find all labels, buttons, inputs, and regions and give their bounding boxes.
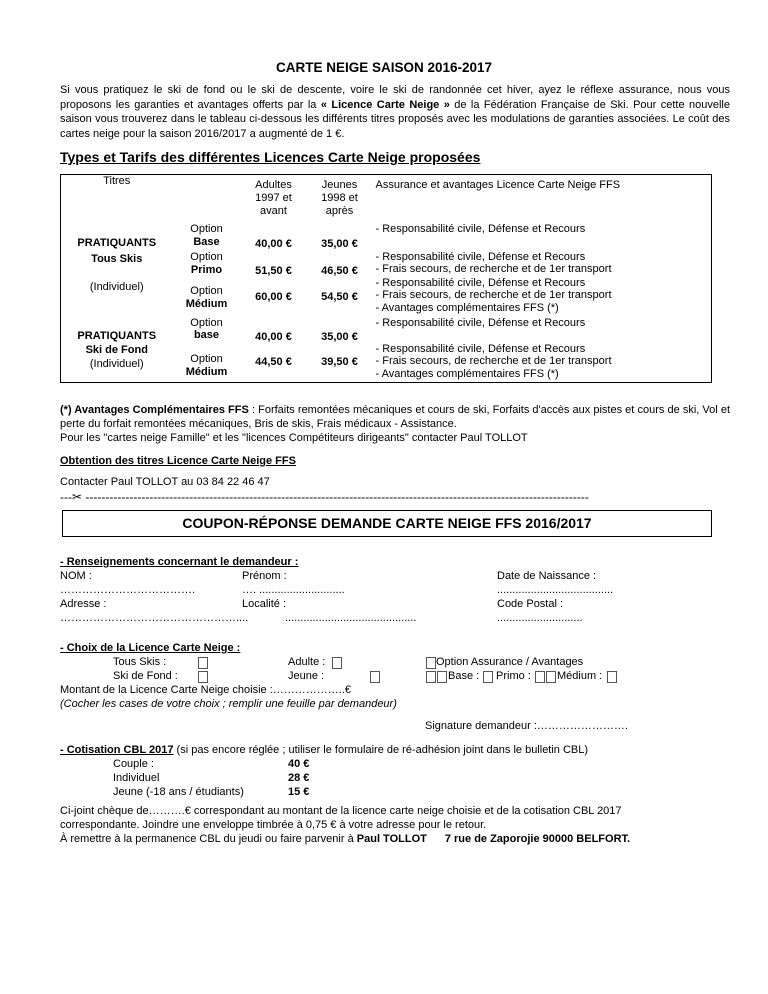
- price-adult: 40,00 €: [255, 330, 292, 343]
- note-text: : Forfaits remontées mécaniques et cours de ski, Forfaits d'accès aux pistes et cours de ski, Vol et perte du forfait remontées mécaniques, Bris de skis, Frais médicaux - Assistance.: [60, 404, 730, 430]
- benefits-cell: [373, 277, 712, 317]
- renseignements-heading: - Renseignements concernant le demandeur :: [60, 556, 299, 568]
- table-row: [61, 223, 712, 251]
- option-label: Option: [190, 284, 223, 297]
- footer-line1: Ci-joint chèque de……….€ correspondant au montant de la licence carte neige choisie et de la cotisation CBL 2017: [60, 805, 622, 817]
- footer-name: Paul TOLLOT: [356, 833, 427, 845]
- row-option: [173, 343, 241, 383]
- note-paragraph: [60, 403, 730, 445]
- header-jeunes: [307, 175, 373, 223]
- group-ski-fond-1: PRATIQUANTS: [77, 329, 157, 342]
- benefit-line: - Responsabilité civile, Défense et Recours: [375, 342, 586, 355]
- footer-address: 7 rue de Zaporojie 90000 BELFORT.: [444, 833, 631, 845]
- header-titres: Titres: [103, 175, 131, 187]
- header-jeunes-1: Jeunes: [321, 179, 358, 191]
- cotisation-heading-line: [60, 744, 588, 756]
- row-option: [173, 251, 241, 277]
- group-ski-fond: [61, 317, 173, 383]
- obtention-heading: Obtention des titres Licence Carte Neige FFS: [60, 455, 296, 467]
- adresse-field[interactable]: …………………………………………....: [60, 612, 249, 624]
- price-adult: 40,00 €: [255, 237, 292, 250]
- benefit-line: - Frais secours, de recherche et de 1er transport: [375, 289, 612, 301]
- section-heading: Types et Tarifs des différentes Licences Carte Neige proposées: [60, 149, 481, 165]
- cotisation-jeune-label: Jeune (-18 ans / étudiants): [113, 786, 244, 798]
- group-tous-skis: [61, 223, 173, 317]
- header-adultes-3: avant: [260, 205, 287, 217]
- benefits-cell: [373, 251, 712, 277]
- medium-checkbox[interactable]: [607, 671, 617, 683]
- benefits-cell: [373, 343, 712, 383]
- option-name: Médium: [185, 297, 228, 310]
- jeune-label: Jeune :: [288, 670, 325, 682]
- nom-label: NOM :: [60, 570, 92, 582]
- tous-skis-label: Tous Skis :: [113, 656, 167, 668]
- price-young: 46,50 €: [321, 264, 358, 277]
- cotisation-note: (si pas encore réglée ; utiliser le formulaire de ré-adhésion joint dans le bulletin CBL): [173, 744, 589, 756]
- naissance-label: Date de Naissance :: [497, 570, 597, 582]
- table-header-row: [61, 175, 712, 223]
- price-adult: 51,50 €: [255, 264, 292, 277]
- option-label: Option: [190, 352, 223, 365]
- primo-label: Primo :: [496, 670, 531, 682]
- prenom-field[interactable]: …. ............................: [242, 584, 345, 596]
- primo-checkbox[interactable]: [535, 671, 545, 683]
- footer-line2: correspondante. Joindre une enveloppe timbrée à 0,75 € à votre adresse pour le retour.: [60, 819, 487, 831]
- intro-text-2: de la Fédération Française de Ski. Pour cette nouvelle saison vous trouverez dans le tableau ci-dessous les différents titres proposés avec les modulations de garanties associées. Le coût des cartes neige pour la saison 2016/2017 a augmenté de 1 €.: [60, 98, 730, 140]
- adulte-label: Adulte :: [288, 656, 326, 668]
- option-label: Option: [190, 316, 223, 329]
- price-young: 35,00 €: [321, 330, 358, 343]
- ski-fond-checkbox[interactable]: [198, 671, 208, 683]
- jeune-checkbox[interactable]: [370, 671, 380, 683]
- cotisation-couple-value: 40 €: [288, 758, 310, 770]
- adulte-checkbox[interactable]: [332, 657, 342, 669]
- coupon-title: COUPON-RÉPONSE DEMANDE CARTE NEIGE FFS 2016/2017: [62, 510, 712, 537]
- row-option: [173, 317, 241, 343]
- localite-field[interactable]: ...........................................: [285, 612, 417, 624]
- footer-line3-text: À remettre à la permanence CBL du jeudi ou faire parvenir à: [60, 833, 357, 845]
- intro-bold: « Licence Carte Neige »: [320, 98, 450, 111]
- benefit-line: - Responsabilité civile, Défense et Recours: [375, 250, 586, 263]
- tous-skis-checkbox[interactable]: [198, 657, 208, 669]
- page-title: CARTE NEIGE SAISON 2016-2017: [275, 60, 493, 75]
- group-tous-skis-1: PRATIQUANTS: [77, 236, 157, 249]
- price-adult: 60,00 €: [255, 290, 292, 303]
- group-ski-fond-3: (Individuel): [89, 357, 144, 370]
- footer-line3: [60, 833, 630, 845]
- medium-label: Médium :: [557, 670, 603, 682]
- group-ski-fond-2: Ski de Fond: [85, 343, 148, 356]
- benefits-cell: [373, 317, 712, 343]
- benefit-line: - Avantages complémentaires FFS (*): [375, 367, 559, 380]
- benefits-cell: [373, 223, 712, 251]
- contact-line: Contacter Paul TOLLOT au 03 84 22 46 47: [60, 476, 270, 488]
- montant-line: Montant de la Licence Carte Neige choisie :………………..€: [60, 684, 352, 696]
- note-bold: (*) Avantages Complémentaires FFS: [60, 404, 249, 416]
- row-option: [173, 223, 241, 251]
- naissance-field[interactable]: ......................................: [497, 584, 614, 596]
- cocher-instruction: (Cocher les cases de votre choix ; remplir une feuille par demandeur): [60, 698, 397, 710]
- benefit-line: - Avantages complémentaires FFS (*): [375, 301, 559, 314]
- benefit-line: - Responsabilité civile, Défense et Recours: [375, 316, 586, 329]
- price-young: 35,00 €: [321, 237, 358, 250]
- ski-fond-label: Ski de Fond :: [113, 670, 178, 682]
- option-label: Option: [190, 250, 223, 263]
- code-postal-label: Code Postal :: [497, 598, 564, 610]
- option-name: base: [193, 328, 220, 341]
- signature-field[interactable]: Signature demandeur :…………………….: [425, 720, 628, 732]
- intro-paragraph: [60, 83, 730, 141]
- header-assurance: Assurance et avantages Licence Carte Neige FFS: [375, 179, 621, 191]
- group-tous-skis-2: Tous Skis: [91, 252, 143, 265]
- cotisation-heading: - Cotisation CBL 2017: [60, 744, 174, 756]
- group-tous-skis-3: (Individuel): [89, 280, 144, 293]
- price-young: 54,50 €: [321, 290, 358, 303]
- base-value-checkbox[interactable]: [483, 671, 493, 683]
- option-assurance-label: Option Assurance / Avantages: [436, 656, 584, 668]
- option-name: Primo: [190, 263, 223, 276]
- option-name: Médium: [185, 365, 228, 378]
- benefit-line: - Frais secours, de recherche et de 1er transport: [375, 355, 612, 367]
- benefit-line: - Responsabilité civile, Défense et Recours: [375, 276, 586, 289]
- medium-checkbox-2[interactable]: [546, 671, 556, 683]
- cotisation-jeune-value: 15 €: [288, 786, 310, 798]
- option-assurance-checkbox[interactable]: [426, 657, 436, 669]
- cotisation-couple-label: Couple :: [113, 758, 154, 770]
- note-line2: Pour les "cartes neige Famille" et les "licences Compétiteurs dirigeants" contacter Paul TOLLOT: [60, 432, 528, 444]
- price-adult: 44,50 €: [255, 356, 292, 369]
- table-row: [61, 317, 712, 343]
- localite-label: Localité :: [242, 598, 287, 610]
- header-adultes-1: Adultes: [255, 179, 292, 191]
- code-postal-field[interactable]: ............................: [497, 612, 583, 624]
- header-empty: [173, 175, 241, 223]
- benefit-line: - Responsabilité civile, Défense et Recours: [375, 222, 586, 235]
- header-adultes-2: 1997 et: [255, 192, 292, 204]
- base-checkbox[interactable]: [426, 671, 436, 683]
- cotisation-individuel-label: Individuel: [113, 772, 160, 784]
- cut-line: ---✂ ------------------------------------------------------------------------------------------------------------------------------: [60, 490, 589, 504]
- base-checkbox-2[interactable]: [437, 671, 447, 683]
- tarifs-table: [60, 174, 712, 383]
- choix-heading: - Choix de la Licence Carte Neige :: [60, 642, 241, 654]
- price-young: 39,50 €: [321, 356, 358, 369]
- intro-text-1: Si vous pratiquez le ski de fond ou le ski de descente, voire le ski de randonnée cet hiver, ayez le réflexe assurance, nous vous proposons les garanties et avantages offerts par la: [60, 84, 730, 111]
- header-jeunes-2: 1998 et après: [321, 192, 358, 217]
- row-option: [173, 277, 241, 317]
- prenom-label: Prénom :: [242, 570, 287, 582]
- option-label: Option: [190, 222, 223, 235]
- base-label: Base :: [448, 670, 480, 682]
- benefit-line: - Frais secours, de recherche et de 1er transport: [375, 262, 612, 275]
- adresse-label: Adresse :: [60, 598, 107, 610]
- cotisation-individuel-value: 28 €: [288, 772, 310, 784]
- option-name: Base: [193, 235, 220, 248]
- nom-field[interactable]: ……………………………….: [60, 584, 196, 596]
- header-adultes: [241, 175, 307, 223]
